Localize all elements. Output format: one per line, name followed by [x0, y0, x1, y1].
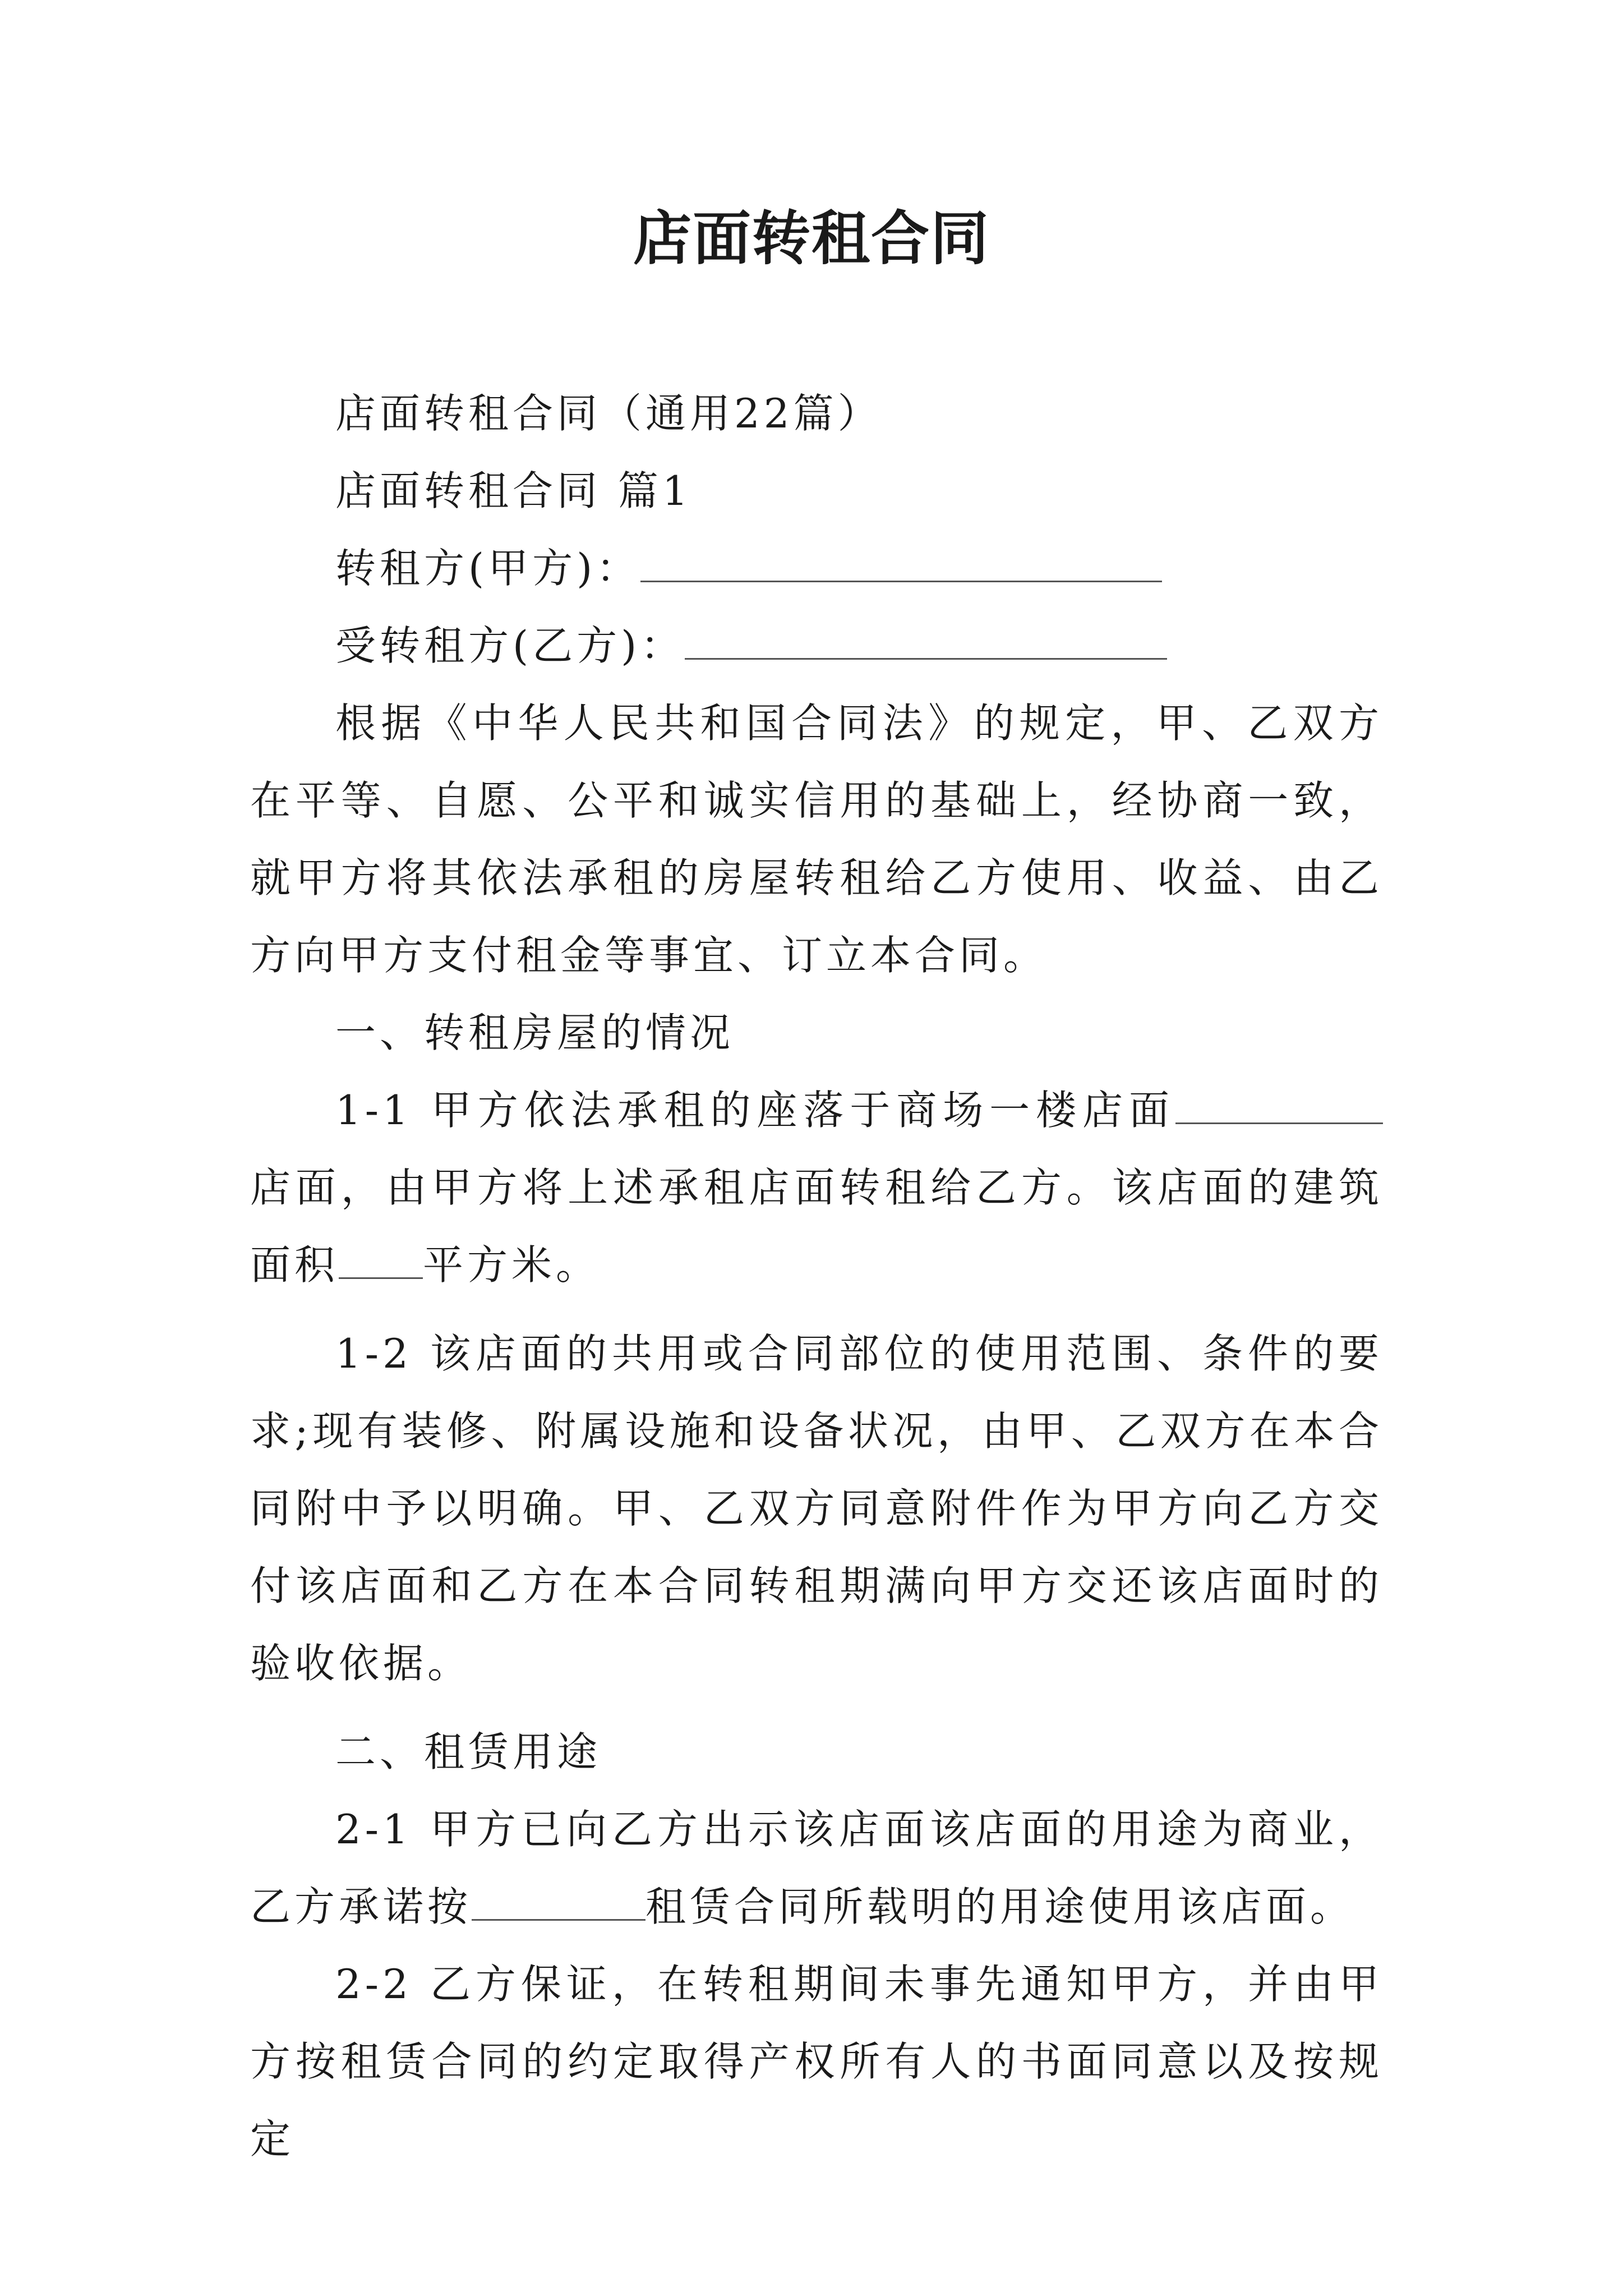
sublessor-label: 转租方(甲方)： — [335, 545, 641, 592]
sublessee-blank — [685, 624, 1167, 660]
clause-2-1-text-1: 2-1 甲方已向乙方出示该店面该店面的用途为商业，乙方承诺按 — [250, 1806, 1383, 1930]
document-subtitle: 店面转租合同（通用22篇） — [335, 390, 882, 437]
clause-1-1 — [250, 1071, 1383, 1304]
area-blank — [339, 1244, 423, 1279]
contract-blank — [472, 1885, 645, 1921]
clause-2-1 — [250, 1791, 1383, 1945]
sublessee-line — [250, 607, 1383, 684]
chapter-heading: 店面转租合同 篇1 — [335, 467, 692, 514]
section-2-heading: 二、租赁用途 — [335, 1728, 602, 1775]
shop-number-blank — [1175, 1089, 1383, 1124]
clause-1-1-text-1: 1-1 甲方依法承租的座落于商场一楼店面 — [335, 1087, 1175, 1134]
clause-1-1-text-2: 店面，由甲方将上述承租店面转租给乙方。该店面的建筑面积 — [250, 1164, 1383, 1289]
section-1-heading: 一、转租房屋的情况 — [335, 1009, 735, 1056]
sublessor-blank — [640, 547, 1162, 582]
sublessor-line — [250, 530, 1383, 607]
clause-2-2: 2-2 乙方保证，在转租期间未事先通知甲方，并由甲方按租赁合同的约定取得产权所有人的书面同意以及按规定 — [250, 1961, 1383, 2162]
intro-paragraph: 根据《中华人民共和国合同法》的规定，甲、乙双方在平等、自愿、公平和诚实信用的基础上，经协商一致，就甲方将其依法承租的房屋转租给乙方使用、收益、由乙方向甲方支付租金等事宜、订立本合同。 — [250, 700, 1383, 979]
sublessee-label: 受转租方(乙方)： — [335, 622, 685, 669]
clause-2-1-text-2: 租赁合同所载明的用途使用该店面。 — [645, 1883, 1355, 1930]
document-body — [250, 375, 1383, 2178]
clause-1-1-text-3: 平方米。 — [423, 1241, 601, 1289]
clause-1-2: 1-2 该店面的共用或合同部位的使用范围、条件的要求;现有装修、附属设施和设备状况，由甲、乙双方在本合同附中予以明确。甲、乙双方同意附件作为甲方向乙方交付该店面和乙方在本合同转租期满向甲方交还该店面时的验收依据。 — [250, 1330, 1383, 1687]
document-title: 店面转租合同 — [633, 204, 990, 273]
